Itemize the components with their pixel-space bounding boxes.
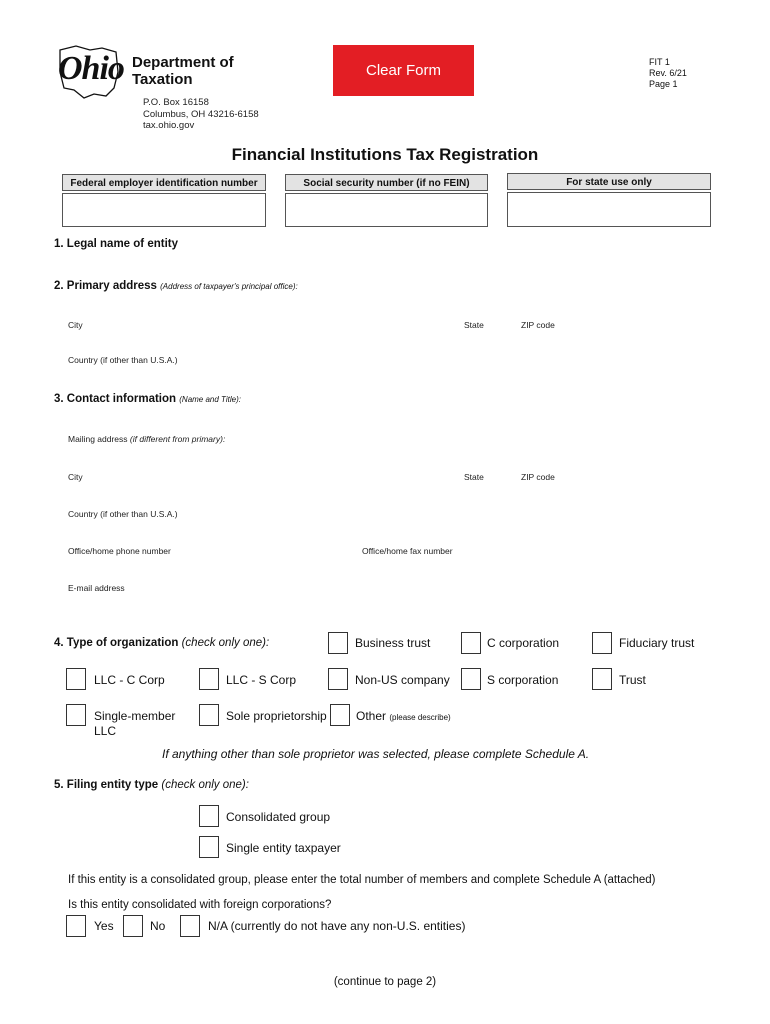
foreign-no-checkbox[interactable] [123, 915, 143, 937]
business-trust-checkbox[interactable] [328, 632, 348, 654]
other-checkbox[interactable] [330, 704, 350, 726]
fiduciary-trust-checkbox[interactable] [592, 632, 612, 654]
single-entity-checkbox[interactable] [199, 836, 219, 858]
q3-country-label: Country (if other than U.S.A.) [68, 509, 178, 519]
foreign-no-label: No [150, 919, 166, 933]
s-corporation-label: S corporation [487, 673, 559, 687]
foreign-yes-label: Yes [94, 919, 114, 933]
q3-contact-info-label: 3. Contact information (Name and Title): [54, 393, 241, 405]
q3-email-label: E-mail address [68, 583, 125, 593]
form-id: FIT 1 Rev. 6/21 Page 1 [649, 57, 687, 89]
llc-s-corp-checkbox[interactable] [199, 668, 219, 690]
c-corporation-checkbox[interactable] [461, 632, 481, 654]
q3-phone-label: Office/home phone number [68, 546, 171, 556]
q2-city-label: City [68, 320, 83, 330]
page-title: Financial Institutions Tax Registration [231, 145, 539, 164]
s-corporation-checkbox[interactable] [461, 668, 481, 690]
department-name: Department of Taxation [132, 54, 234, 88]
q1-legal-name-label: 1. Legal name of entity [54, 238, 178, 250]
single-entity-label: Single entity taxpayer [226, 841, 341, 855]
c-corporation-label: C corporation [487, 636, 560, 650]
ssn-header: Social security number (if no FEIN) [285, 174, 488, 191]
foreign-na-label: N/A (currently do not have any non-U.S. entities) [208, 919, 466, 933]
foreign-question: Is this entity consolidated with foreign corporations? [68, 899, 332, 911]
state-use-header: For state use only [507, 173, 711, 190]
q3-zip-label: ZIP code [521, 472, 555, 482]
q3-state-label: State [464, 472, 484, 482]
fein-header: Federal employer identification number [62, 174, 266, 191]
q3-city-label: City [68, 472, 83, 482]
consolidated-group-checkbox[interactable] [199, 805, 219, 827]
q4-org-type-label: 4. Type of organization (check only one): [54, 637, 270, 649]
business-trust-label: Business trust [355, 636, 431, 650]
schedule-a-note: If anything other than sole proprietor was selected, please complete Schedule A. [162, 747, 590, 761]
q2-state-label: State [464, 320, 484, 330]
q2-country-label: Country (if other than U.S.A.) [68, 355, 178, 365]
q2-primary-address-label: 2. Primary address (Address of taxpayer's principal office): [54, 280, 298, 292]
department-address: P.O. Box 16158 Columbus, OH 43216-6158 tax.ohio.gov [143, 97, 259, 131]
ohio-logo: Ohio [58, 50, 124, 87]
fiduciary-trust-label: Fiduciary trust [619, 636, 695, 650]
consolidated-group-label: Consolidated group [226, 810, 331, 824]
q5-filing-entity-label: 5. Filing entity type (check only one): [54, 779, 249, 791]
single-member-llc-checkbox[interactable] [66, 704, 86, 726]
q3-mailing-label: Mailing address (if different from primary): [68, 434, 226, 444]
state-use-field [507, 192, 711, 227]
non-us-company-checkbox[interactable] [328, 668, 348, 690]
clear-form-button[interactable]: Clear Form [333, 45, 474, 96]
continue-note: (continue to page 2) [333, 976, 437, 988]
foreign-yes-checkbox[interactable] [66, 915, 86, 937]
llc-c-corp-checkbox[interactable] [66, 668, 86, 690]
sole-proprietorship-checkbox[interactable] [199, 704, 219, 726]
foreign-na-checkbox[interactable] [180, 915, 200, 937]
trust-checkbox[interactable] [592, 668, 612, 690]
q3-fax-label: Office/home fax number [362, 546, 453, 556]
fein-field[interactable] [62, 193, 266, 227]
single-member-llc-label: Single-member LLC [94, 709, 176, 738]
trust-label: Trust [619, 673, 646, 687]
q2-zip-label: ZIP code [521, 320, 555, 330]
other-label: Other (please describe) [356, 709, 451, 723]
sole-proprietorship-label: Sole proprietorship [226, 709, 327, 723]
non-us-company-label: Non-US company [355, 673, 450, 687]
llc-s-corp-label: LLC - S Corp [226, 673, 297, 687]
ssn-field[interactable] [285, 193, 488, 227]
members-instructions: If this entity is a consolidated group, please enter the total number of members and complete Schedule A (attached) [68, 874, 656, 886]
llc-c-corp-label: LLC - C Corp [94, 673, 165, 687]
